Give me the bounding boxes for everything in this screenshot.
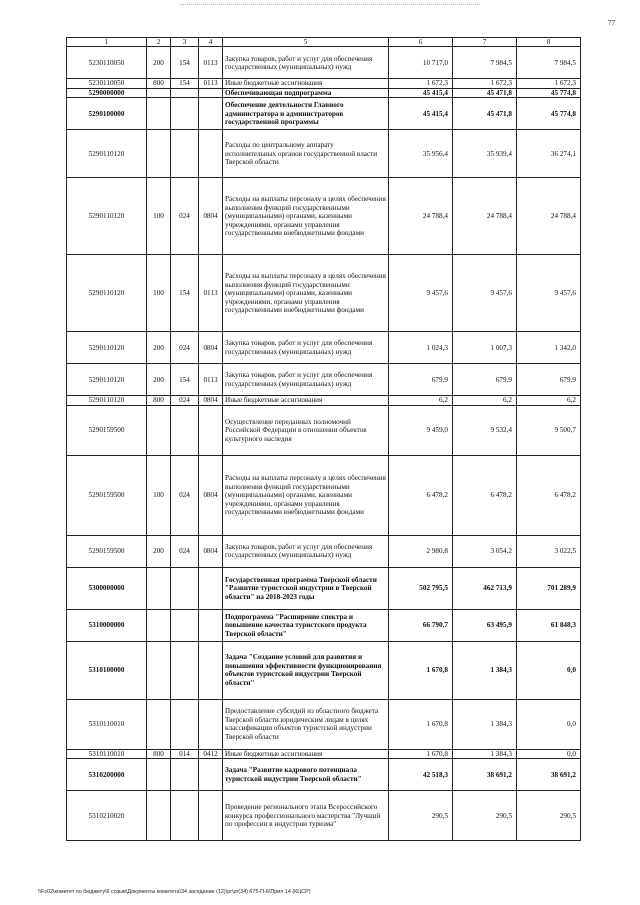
cell-admin-code — [171, 609, 199, 641]
cell-admin-code: 154 — [171, 364, 199, 396]
cell-amount-year2: 45 471,8 — [453, 88, 517, 97]
cell-code: 5290100000 — [67, 98, 147, 130]
cell-amount-year3: 0,0 — [517, 749, 581, 758]
cell-description: Расходы на выплаты персоналу в целях обеспечения выполнения функций государственными (муниципальными) органами, казенными учреждениями, органами управления государственными внебюджетными фондами — [223, 255, 389, 332]
cell-amount-year2: 1 384,3 — [453, 699, 517, 749]
col-header-3: 3 — [171, 38, 199, 47]
table-row — [67, 130, 581, 178]
cell-amount-year3: 38 691,2 — [517, 759, 581, 791]
table-row — [67, 791, 581, 841]
cell-admin-code: 024 — [171, 535, 199, 567]
cell-amount-year3: 3 022,5 — [517, 535, 581, 567]
cell-amount-year1: 1 024,3 — [389, 332, 453, 364]
cell-expense-type: 800 — [147, 396, 171, 405]
cell-amount-year1: 1 672,3 — [389, 79, 453, 88]
cell-section-code: 0804 — [199, 455, 223, 535]
cell-code: 5310110010 — [67, 699, 147, 749]
cell-admin-code — [171, 791, 199, 841]
cell-expense-type — [147, 98, 171, 130]
cell-amount-year1: 1 670,8 — [389, 749, 453, 758]
cell-amount-year1: 10 717,0 — [389, 47, 453, 79]
cell-amount-year1: 66 790,7 — [389, 609, 453, 641]
cell-amount-year2: 679,9 — [453, 364, 517, 396]
cell-description: Государственная программа Тверской области "Развитие туристской индустрии в Тверской области" на 2018-2023 годы — [223, 567, 389, 609]
cell-section-code — [199, 567, 223, 609]
cell-expense-type — [147, 699, 171, 749]
cell-admin-code — [171, 567, 199, 609]
cell-admin-code — [171, 759, 199, 791]
table-row — [67, 396, 581, 405]
table-body — [67, 47, 581, 841]
cell-description: Задача "Развитие кадрового потенциала туристской индустрии Тверской области" — [223, 759, 389, 791]
cell-amount-year3: 7 984,5 — [517, 47, 581, 79]
cell-description: Закупка товаров, работ и услуг для обеспечения государственных (муниципальных) нужд — [223, 535, 389, 567]
cell-amount-year2: 35 939,4 — [453, 130, 517, 178]
col-header-8: 8 — [517, 38, 581, 47]
table-row — [67, 98, 581, 130]
cell-amount-year2: 462 713,9 — [453, 567, 517, 609]
budget-table — [66, 37, 581, 841]
cell-section-code: 0113 — [199, 47, 223, 79]
cell-description: Закупка товаров, работ и услуг для обеспечения государственных (муниципальных) нужд — [223, 364, 389, 396]
cell-amount-year3: 6 478,2 — [517, 455, 581, 535]
cell-description: Расходы по центральному аппарату исполнительных органов государственной власти Тверской области — [223, 130, 389, 178]
cell-amount-year3: 6,2 — [517, 396, 581, 405]
table-row — [67, 699, 581, 749]
cell-description: Закупка товаров, работ и услуг для обеспечения государственных (муниципальных) нужд — [223, 332, 389, 364]
cell-expense-type: 100 — [147, 178, 171, 255]
cell-amount-year3: 9 457,6 — [517, 255, 581, 332]
cell-code: 5290110120 — [67, 255, 147, 332]
table-row — [67, 641, 581, 699]
cell-code: 5310110010 — [67, 749, 147, 758]
cell-amount-year1: 502 795,5 — [389, 567, 453, 609]
cell-description: Иные бюджетные ассигнования — [223, 79, 389, 88]
header-artifact — [180, 4, 480, 6]
cell-code: 5310100000 — [67, 641, 147, 699]
cell-description: Обеспечивающая подпрограмма — [223, 88, 389, 97]
cell-code: 5290000000 — [67, 88, 147, 97]
cell-admin-code — [171, 405, 199, 455]
cell-code: 5310200000 — [67, 759, 147, 791]
cell-code: 5290110120 — [67, 178, 147, 255]
cell-admin-code: 154 — [171, 255, 199, 332]
cell-expense-type — [147, 130, 171, 178]
cell-expense-type — [147, 405, 171, 455]
cell-code: 5290159500 — [67, 405, 147, 455]
cell-section-code: 0113 — [199, 364, 223, 396]
cell-expense-type: 800 — [147, 79, 171, 88]
cell-amount-year1: 1 670,8 — [389, 699, 453, 749]
cell-amount-year1: 9 459,0 — [389, 405, 453, 455]
table-row — [67, 79, 581, 88]
cell-description: Иные бюджетные ассигнования — [223, 749, 389, 758]
cell-expense-type: 800 — [147, 749, 171, 758]
cell-code: 5290110120 — [67, 396, 147, 405]
cell-amount-year2: 24 788,4 — [453, 178, 517, 255]
cell-amount-year2: 3 054,2 — [453, 535, 517, 567]
cell-amount-year1: 2 980,8 — [389, 535, 453, 567]
cell-admin-code: 024 — [171, 332, 199, 364]
cell-expense-type: 100 — [147, 455, 171, 535]
cell-amount-year1: 1 670,8 — [389, 641, 453, 699]
cell-code: 5290110120 — [67, 364, 147, 396]
cell-amount-year2: 45 471,8 — [453, 98, 517, 130]
cell-amount-year2: 1 384,3 — [453, 641, 517, 699]
cell-expense-type — [147, 641, 171, 699]
cell-description: Предоставление субсидий из областного бюджета Тверской области юридическим лицам в целях классификации объектов туристской индустрии Тверской области — [223, 699, 389, 749]
col-header-4: 4 — [199, 38, 223, 47]
cell-amount-year3: 0,0 — [517, 641, 581, 699]
cell-section-code — [199, 791, 223, 841]
cell-amount-year1: 9 457,6 — [389, 255, 453, 332]
table-row — [67, 47, 581, 79]
cell-expense-type: 200 — [147, 364, 171, 396]
cell-amount-year3: 24 788,4 — [517, 178, 581, 255]
cell-amount-year2: 6 478,2 — [453, 455, 517, 535]
table-row — [67, 332, 581, 364]
cell-description: Иные бюджетные ассигнования — [223, 396, 389, 405]
table-row — [67, 364, 581, 396]
cell-amount-year3: 36 274,1 — [517, 130, 581, 178]
footer-file-path: \\Fs02\комитет по бюджету\6 созыв\Документы комитета\34 заседание (12)\pr\pr(34) 675-П-6\Прил 14 (КЦСР) — [38, 889, 311, 895]
cell-expense-type — [147, 791, 171, 841]
cell-section-code — [199, 405, 223, 455]
col-header-6: 6 — [389, 38, 453, 47]
cell-expense-type — [147, 567, 171, 609]
cell-amount-year3: 701 289,9 — [517, 567, 581, 609]
table-row — [67, 749, 581, 758]
cell-code: 5300000000 — [67, 567, 147, 609]
cell-admin-code — [171, 130, 199, 178]
table-row — [67, 178, 581, 255]
page-number: 77 — [608, 19, 615, 27]
cell-expense-type: 200 — [147, 332, 171, 364]
cell-admin-code — [171, 641, 199, 699]
cell-admin-code — [171, 699, 199, 749]
cell-code: 5290110120 — [67, 332, 147, 364]
cell-amount-year1: 290,5 — [389, 791, 453, 841]
table-row — [67, 255, 581, 332]
cell-amount-year2: 7 984,5 — [453, 47, 517, 79]
col-header-2: 2 — [147, 38, 171, 47]
cell-amount-year3: 45 774,8 — [517, 88, 581, 97]
cell-admin-code: 024 — [171, 178, 199, 255]
cell-code: 5290159500 — [67, 535, 147, 567]
cell-description: Закупка товаров, работ и услуг для обеспечения государственных (муниципальных) нужд — [223, 47, 389, 79]
cell-section-code — [199, 609, 223, 641]
cell-amount-year3: 1 342,0 — [517, 332, 581, 364]
cell-amount-year2: 1 007,3 — [453, 332, 517, 364]
cell-admin-code: 014 — [171, 749, 199, 758]
cell-amount-year1: 42 518,3 — [389, 759, 453, 791]
cell-amount-year1: 679,9 — [389, 364, 453, 396]
cell-amount-year3: 61 848,3 — [517, 609, 581, 641]
cell-expense-type: 200 — [147, 535, 171, 567]
cell-admin-code: 154 — [171, 79, 199, 88]
cell-amount-year2: 38 691,2 — [453, 759, 517, 791]
cell-amount-year1: 6 478,2 — [389, 455, 453, 535]
cell-expense-type — [147, 759, 171, 791]
cell-section-code — [199, 641, 223, 699]
cell-description: Задача "Создание условий для развития и повышения эффективности функционирования объектов туристской индустрии Тверской области" — [223, 641, 389, 699]
cell-admin-code — [171, 98, 199, 130]
cell-amount-year1: 45 415,4 — [389, 88, 453, 97]
cell-description: Расходы на выплаты персоналу в целях обеспечения выполнения функций государственными (муниципальными) органами, казенными учреждениями, органами управления государственными внебюджетными фондами — [223, 178, 389, 255]
table-row — [67, 759, 581, 791]
cell-expense-type: 100 — [147, 255, 171, 332]
cell-code: 5310000000 — [67, 609, 147, 641]
cell-admin-code — [171, 88, 199, 97]
cell-admin-code: 024 — [171, 396, 199, 405]
cell-section-code: 0804 — [199, 332, 223, 364]
cell-section-code — [199, 88, 223, 97]
cell-code: 5290110120 — [67, 130, 147, 178]
cell-code: 5290159500 — [67, 455, 147, 535]
table-row — [67, 405, 581, 455]
table-row — [67, 567, 581, 609]
cell-admin-code: 024 — [171, 455, 199, 535]
table-row — [67, 535, 581, 567]
cell-amount-year2: 9 457,6 — [453, 255, 517, 332]
cell-amount-year2: 6,2 — [453, 396, 517, 405]
cell-amount-year1: 45 415,4 — [389, 98, 453, 130]
cell-code: 5310210020 — [67, 791, 147, 841]
cell-amount-year3: 290,5 — [517, 791, 581, 841]
cell-section-code — [199, 699, 223, 749]
cell-amount-year3: 679,9 — [517, 364, 581, 396]
cell-amount-year1: 35 956,4 — [389, 130, 453, 178]
table-row — [67, 455, 581, 535]
cell-section-code: 0804 — [199, 178, 223, 255]
cell-description: Осуществление переданных полномочий Российской Федерации в отношении объектов культурного наследия — [223, 405, 389, 455]
cell-section-code: 0804 — [199, 535, 223, 567]
cell-amount-year1: 24 788,4 — [389, 178, 453, 255]
cell-amount-year3: 45 774,8 — [517, 98, 581, 130]
cell-description: Проведение регионального этапа Всероссийского конкурса профессионального мастерства "Лучший по профессии в индустрии туризма" — [223, 791, 389, 841]
cell-amount-year2: 1 672,3 — [453, 79, 517, 88]
cell-section-code — [199, 759, 223, 791]
table-row — [67, 609, 581, 641]
cell-amount-year2: 63 495,9 — [453, 609, 517, 641]
cell-code: 5230110050 — [67, 47, 147, 79]
cell-section-code: 0113 — [199, 255, 223, 332]
cell-amount-year3: 9 500,7 — [517, 405, 581, 455]
cell-description: Подпрограмма "Расширение спектра и повышение качества туристского продукта Тверской области" — [223, 609, 389, 641]
cell-amount-year2: 290,5 — [453, 791, 517, 841]
cell-amount-year2: 1 384,3 — [453, 749, 517, 758]
cell-amount-year3: 1 672,3 — [517, 79, 581, 88]
cell-expense-type — [147, 609, 171, 641]
cell-expense-type: 200 — [147, 47, 171, 79]
cell-admin-code: 154 — [171, 47, 199, 79]
cell-amount-year2: 9 532,4 — [453, 405, 517, 455]
column-number-row — [67, 38, 581, 47]
cell-section-code — [199, 98, 223, 130]
cell-section-code — [199, 130, 223, 178]
cell-section-code: 0113 — [199, 79, 223, 88]
cell-section-code: 0804 — [199, 396, 223, 405]
col-header-1: 1 — [67, 38, 147, 47]
cell-expense-type — [147, 88, 171, 97]
table-row — [67, 88, 581, 97]
cell-section-code: 0412 — [199, 749, 223, 758]
cell-description: Обеспечение деятельности Главного администратора и администраторов государственной программы — [223, 98, 389, 130]
cell-description: Расходы на выплаты персоналу в целях обеспечения выполнения функций государственными (муниципальными) органами, казенными учреждениями, органами управления государственными внебюджетными фондами — [223, 455, 389, 535]
cell-code: 5230110050 — [67, 79, 147, 88]
col-header-7: 7 — [453, 38, 517, 47]
cell-amount-year1: 6,2 — [389, 396, 453, 405]
cell-amount-year3: 0,0 — [517, 699, 581, 749]
col-header-5: 5 — [223, 38, 389, 47]
